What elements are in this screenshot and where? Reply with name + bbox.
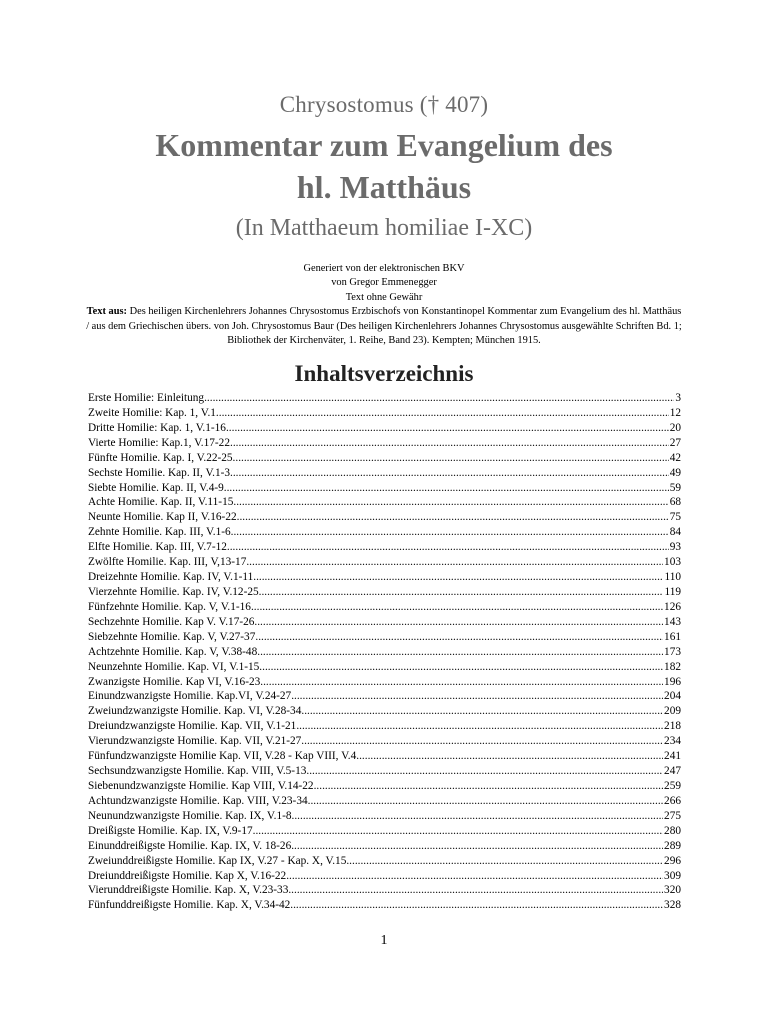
toc-entry[interactable]	[88, 883, 681, 898]
toc-entry-page: 103	[664, 556, 681, 569]
toc-entry-page: 68	[669, 496, 681, 509]
toc-leader-dots	[233, 525, 668, 540]
toc-entry-title: Achtzehnte Homilie. Kap. V, V.38-48.	[88, 645, 261, 658]
toc-leader-dots	[262, 660, 663, 675]
toc-entry-page: 275	[664, 809, 681, 822]
toc-leader-dots	[289, 869, 663, 884]
toc-entry-title: Fünfte Homilie. Kap. I, V.22-25.	[88, 451, 236, 464]
toc-entry-page: 289	[664, 839, 681, 852]
toc-entry[interactable]	[88, 704, 681, 719]
toc-entry-title: Elfte Homilie. Kap. III, V.7-12.	[88, 541, 230, 554]
toc-entry[interactable]	[88, 809, 681, 824]
toc-entry-page: 296	[664, 854, 681, 867]
toc-leader-dots	[255, 824, 663, 839]
toc-entry-title: Zwanzigste Homilie. Kap VI, V.16-23.	[88, 675, 264, 688]
document-subtitle: (In Matthaeum homiliae I-XC)	[235, 215, 533, 241]
toc-entry-title: Achtundzwanzigste Homilie. Kap. VIII, V.23-34.	[88, 794, 311, 807]
toc-leader-dots	[227, 481, 669, 496]
toc-entry-title: Vierundzwanzigste Homilie. Kap. VII, V.21-27.	[88, 735, 305, 748]
toc-entry-page: 49	[669, 466, 681, 479]
toc-leader-dots	[216, 406, 669, 421]
toc-entry-title: Einundzwanzigste Homilie. Kap.VI, V.24-27.	[88, 690, 295, 703]
toc-entry[interactable]	[88, 481, 681, 496]
toc-entry[interactable]	[88, 824, 681, 839]
toc-entry-page: 27	[669, 436, 681, 449]
toc-leader-dots	[230, 540, 669, 555]
editor-note: von Gregor Emmenegger	[331, 277, 437, 289]
toc-entry-page: 234	[664, 735, 681, 748]
toc-entry[interactable]	[88, 555, 681, 570]
toc-leader-dots	[204, 391, 674, 406]
toc-entry-title: Fünfzehnte Homilie. Kap. V, V.1-16.	[88, 600, 254, 613]
toc-entry[interactable]	[88, 466, 681, 481]
toc-entry-page: 182	[664, 660, 681, 673]
toc-entry[interactable]	[88, 570, 681, 585]
toc-entry-page: 209	[664, 705, 681, 718]
toc-entry-title: Siebte Homilie. Kap. II, V.4-9.	[88, 481, 227, 494]
toc-leader-dots	[291, 883, 663, 898]
page-number: 1	[380, 933, 388, 948]
toc-entry-page: 241	[664, 750, 681, 763]
toc-entry[interactable]	[88, 436, 681, 451]
toc-entry[interactable]	[88, 585, 681, 600]
toc-leader-dots	[309, 764, 663, 779]
toc-entry-title: Vierzehnte Homilie. Kap. IV, V.12-25.	[88, 585, 262, 598]
toc-entry-title: Dreizehnte Homilie. Kap. IV, V.1-11.	[88, 571, 257, 584]
toc-entry[interactable]	[88, 869, 681, 884]
source-citation	[84, 305, 684, 348]
toc-entry[interactable]	[88, 734, 681, 749]
toc-leader-dots	[293, 898, 663, 913]
toc-entry-page: 93	[669, 541, 681, 554]
author-line: Chrysostomus († 407)	[279, 92, 489, 117]
source-text: Des heiligen Kirchenlehrers Johannes Chrysostomus Erzbischofs von Konstantinopel Kommentar zum Evangelium des hl. Matthäus / aus dem Griechischen übers. von Joh. Chrysostomus Baur (Des heiligen Kirchenlehrers Johannes Chrysostomus ausgewählte Schriften Bd. 1; Bibliothek der Kirchenväter, 1. Reihe, Band 23). Kempten; München 1915.	[86, 306, 682, 347]
toc-leader-dots	[296, 719, 663, 734]
generated-note: Generiert von der elektronischen BKV	[303, 263, 465, 274]
toc-leader-dots	[304, 734, 663, 749]
toc-entry-title: Neunzehnte Homilie. Kap. VI, V.1-15.	[88, 660, 263, 673]
toc-leader-dots	[258, 630, 663, 645]
toc-entry-title: Zehnte Homilie. Kap. III, V.1-6.	[88, 526, 234, 539]
document-title	[0, 124, 768, 208]
toc-entry[interactable]	[88, 421, 681, 436]
toc-entry[interactable]	[88, 540, 681, 555]
toc-entry-title: Einunddreißigste Homilie. Kap. IX, V. 18-26.	[88, 839, 295, 852]
toc-entry-page: 119	[664, 585, 681, 598]
toc-entry-page: 247	[664, 765, 681, 778]
toc-leader-dots	[263, 675, 663, 690]
toc-entry-title: Sechzehnte Homilie. Kap V. V.17-26.	[88, 615, 258, 628]
toc-entry[interactable]	[88, 898, 681, 913]
toc-entry-page: 12	[669, 406, 681, 419]
toc-entry-page: 161	[664, 630, 681, 643]
toc-leader-dots	[257, 615, 663, 630]
toc-entry[interactable]	[88, 839, 681, 854]
toc-leader-dots	[236, 495, 669, 510]
toc-leader-dots	[294, 839, 663, 854]
toc-entry[interactable]	[88, 615, 681, 630]
toc-entry-title: Dreiundzwanzigste Homilie. Kap. VII, V.1-21	[88, 720, 297, 733]
toc-entry[interactable]	[88, 391, 681, 406]
toc-entry[interactable]	[88, 495, 681, 510]
toc-entry[interactable]	[88, 749, 681, 764]
toc-entry-title: Siebenundzwanzigste Homilie. Kap VIII, V.14-22.	[88, 779, 317, 792]
toc-entry-title: Zweite Homilie: Kap. 1, V.1	[88, 406, 216, 419]
toc-entry[interactable]	[88, 854, 681, 869]
toc-entry-title: Vierunddreißigste Homilie. Kap. X, V.23-33.	[88, 884, 292, 897]
toc-leader-dots	[233, 436, 669, 451]
toc-leader-dots	[233, 466, 669, 481]
toc-entry-page: 75	[669, 511, 681, 524]
toc-entry-page: 126	[664, 600, 681, 613]
toc-entry[interactable]	[88, 510, 681, 525]
toc-leader-dots	[239, 510, 668, 525]
document-title-line-2: hl. Matthäus	[296, 169, 472, 205]
toc-entry[interactable]	[88, 451, 681, 466]
source-info	[84, 262, 684, 348]
toc-entry-title: Dreißigste Homilie. Kap. IX, V.9-17.	[88, 824, 256, 837]
toc-leader-dots	[256, 570, 663, 585]
toc-entry-page: 328	[664, 899, 681, 912]
toc-entry-page: 259	[664, 779, 681, 792]
toc-entry-page: 59	[669, 481, 681, 494]
toc-entry-title: Vierte Homilie: Kap.1, V.17-22.	[88, 436, 233, 449]
toc-leader-dots	[254, 600, 663, 615]
toc-entry-title: Fünfunddreißigste Homilie. Kap. X, V.34-42.	[88, 899, 294, 912]
toc-leader-dots	[359, 749, 663, 764]
toc-entry-title: Siebzehnte Homilie. Kap. V, V.27-37.	[88, 630, 259, 643]
toc-entry[interactable]	[88, 764, 681, 779]
toc-entry-page: 3	[675, 392, 681, 404]
toc-entry-title: Achte Homilie. Kap. II, V.11-15.	[88, 496, 237, 509]
toc-entry-title: Dreiunddreißigste Homilie. Kap X, V.16-22.	[88, 869, 290, 882]
toc-entry-title: Sechste Homilie. Kap. II, V.1-3.	[88, 466, 233, 479]
toc-heading: Inhaltsverzeichnis	[294, 361, 474, 386]
toc-entry[interactable]	[88, 779, 681, 794]
toc-entry-page: 204	[664, 690, 681, 703]
toc-entry[interactable]	[88, 525, 681, 540]
toc-entry[interactable]	[88, 660, 681, 675]
toc-entry-title: Erste Homilie: Einleitung	[88, 392, 205, 404]
source-label: Text aus:	[86, 306, 127, 318]
toc-entry[interactable]	[88, 794, 681, 809]
disclaimer-note: Text ohne Gewähr	[345, 291, 423, 303]
toc-entry-page: 320	[664, 884, 681, 897]
toc-entry[interactable]	[88, 675, 681, 690]
toc-entry-title: Neunte Homilie. Kap II, V.16-22.	[88, 511, 240, 524]
toc-entry-title: Neunundzwanzigste Homilie. Kap. IX, V.1-8.	[88, 809, 295, 822]
toc-entry-page: 20	[669, 421, 681, 434]
toc-leader-dots	[249, 555, 663, 570]
toc-leader-dots	[235, 451, 668, 466]
toc-entry-title: Zweiunddreißigste Homilie. Kap IX, V.27 - Kap. X, V.15.	[88, 854, 350, 867]
toc-leader-dots	[226, 421, 669, 436]
toc-entry[interactable]	[88, 645, 681, 660]
toc-entry[interactable]	[88, 600, 681, 615]
toc-leader-dots	[261, 585, 663, 600]
toc-entry-page: 110	[664, 571, 681, 584]
toc-entry-page: 42	[669, 451, 681, 464]
toc-entry-page: 173	[664, 645, 681, 658]
toc-entry-title: Zweiundzwanzigste Homilie. Kap. VI, V.28-34.	[88, 705, 305, 718]
toc-entry[interactable]	[88, 689, 681, 704]
toc-entry-page: 280	[664, 824, 681, 837]
toc-entry-title: Zwölfte Homilie. Kap. III, V,13-17.	[88, 556, 250, 569]
toc-entry-page: 218	[664, 720, 681, 733]
toc-leader-dots	[260, 645, 663, 660]
toc-entry-title: Sechsundzwanzigste Homilie. Kap. VIII, V.5-13.	[88, 765, 310, 778]
toc-entry-page: 143	[664, 615, 681, 628]
toc-entry-title: Dritte Homilie: Kap. 1, V.1-16	[88, 421, 226, 434]
table-of-contents	[88, 391, 681, 913]
document-title-line-1: Kommentar zum Evangelium des	[155, 127, 613, 163]
toc-entry-page: 266	[664, 794, 681, 807]
title-block	[0, 88, 768, 245]
toc-entry-page: 196	[664, 675, 681, 688]
toc-leader-dots	[294, 689, 663, 704]
toc-leader-dots	[294, 809, 663, 824]
toc-leader-dots	[316, 779, 663, 794]
toc-leader-dots	[310, 794, 663, 809]
toc-leader-dots	[304, 704, 663, 719]
toc-leader-dots	[349, 854, 663, 869]
toc-entry[interactable]	[88, 719, 681, 734]
toc-entry-page: 309	[664, 869, 681, 882]
toc-entry[interactable]	[88, 630, 681, 645]
toc-entry-title: Fünfundzwanzigste Homilie Kap. VII, V.28 - Kap VIII, V.4.	[88, 750, 360, 763]
toc-entry[interactable]	[88, 406, 681, 421]
toc-entry-page: 84	[669, 526, 681, 539]
